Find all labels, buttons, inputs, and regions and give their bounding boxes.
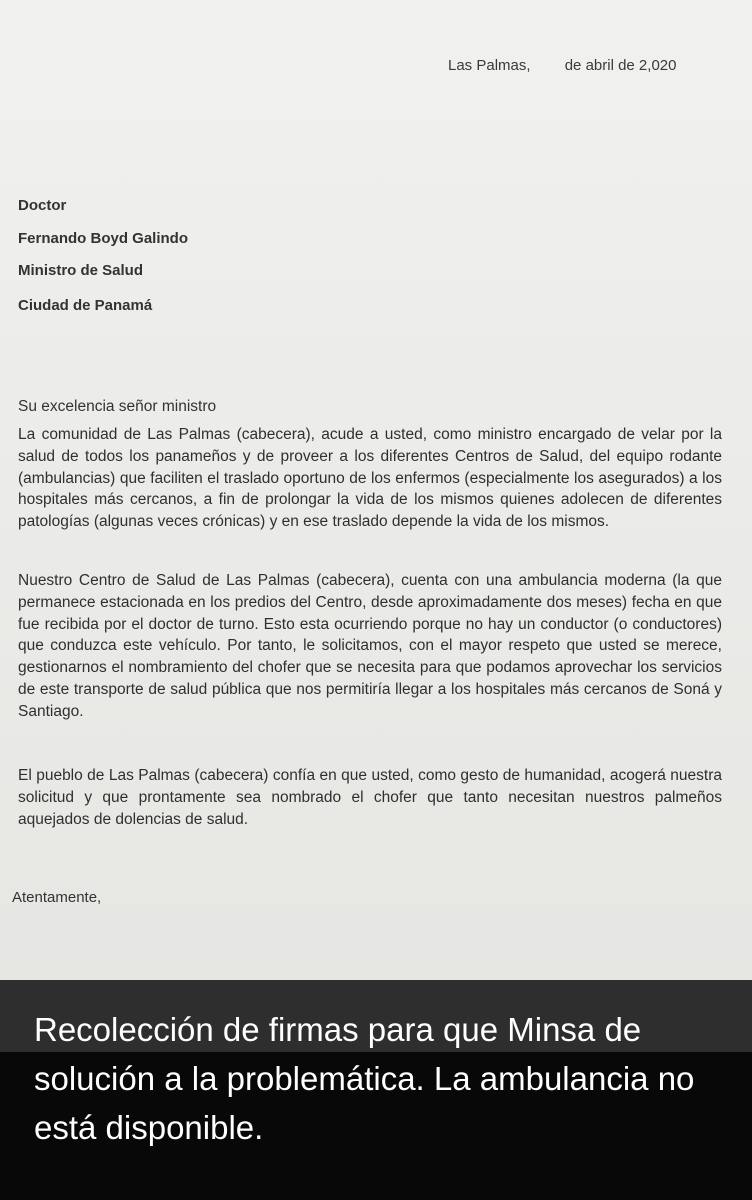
letter-paragraph-3: El pueblo de Las Palmas (cabecera) confía en que usted, como gesto de humanidad, acogerá nuestra solicitud y que prontamente sea nombrado el chofer que tanto necesitan nuestros palmeños aquejados de dolencias de salud. <box>18 767 722 828</box>
recipient-title: Doctor <box>18 197 67 214</box>
letter-city: Las Palmas, <box>448 57 531 74</box>
letter-closing: Atentamente, <box>12 889 102 906</box>
letter-paragraph-2: Nuestro Centro de Salud de Las Palmas (cabecera), cuenta con una ambulancia moderna (la que permanece estacionada en los predios del Centro, desde aproximadamente dos meses) fecha en que fue recibida por el doctor de turno. Esto esta ocurriendo porque no hay un conductor (o conductores) que conduzca este vehículo. Por tanto, le solicitamos, con el mayor respeto que usted se merece, gestionarnos el nombramiento del chofer que se necesita para que podamos aprovechar los servicios de este transporte de salud pública que nos permitiría llegar a los hospitales más cercanos de Soná y Santiago. <box>18 572 722 720</box>
recipient-name: Fernando Boyd Galindo <box>18 230 189 247</box>
letter-date-line <box>448 57 676 74</box>
letter-salutation: Su excelencia señor ministro <box>18 398 217 415</box>
letter-date: de abril de 2,020 <box>564 57 677 74</box>
letter-paragraph-1: La comunidad de Las Palmas (cabecera), acude a usted, como ministro encargado de velar por la salud de todos los panameños y de proveer a los diferentes Centros de Salud, del equipo rodante (ambulancias) que faciliten el traslado oportuno de los enfermos (especialmente los asegurados) a los hospitales más cercanos, a fin de prolongar la vida de los mismos quienes adolecen de diferentes patologías (algunas veces crónicas) y en ese traslado depende la vida de los mismos. <box>18 426 722 531</box>
story-caption: Recolección de firmas para que Minsa de solución a la problemática. La ambulancia no está disponible. <box>34 1011 695 1146</box>
recipient-place: Ciudad de Panamá <box>18 297 153 314</box>
recipient-position: Ministro de Salud <box>18 262 144 279</box>
